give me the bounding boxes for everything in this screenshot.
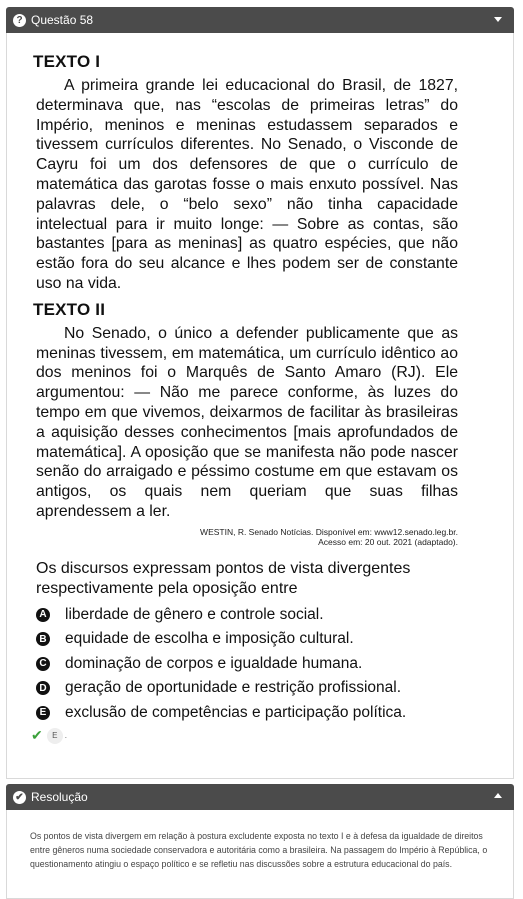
- question-text: Os discursos expressam pontos de vista divergentes respectivamente pela oposição entre: [36, 559, 411, 597]
- texto2-title: TEXTO II: [33, 299, 106, 319]
- option-e[interactable]: [36, 701, 458, 726]
- texto1-body: A primeira grande lei educacional do Brasil, de 1827, determinava que, nas “escolas de primeiras letras” do Império, meninos e meninas estudassem separados e tivessem currículos diferentes. No Senado, o Visconde de Cayru foi um dos defensores de que o currículo de matemática das garotas fosse o mais enxuto possível. Nas palavras dele, o “belo sexo” não tinha capacidade intelectual para ir muito longe: — Sobre as contas, são bastantes [para as meninas] as quatro espécies, que não estão fora do seu alcance e lhes podem ser de constante uso na vida.: [36, 77, 458, 292]
- option-c[interactable]: [36, 652, 458, 677]
- source-line-1: WESTIN, R. Senado Notícias. Disponível em: www12.senado.leg.br.: [200, 526, 458, 537]
- option-a[interactable]: [36, 603, 458, 628]
- option-letter-c: C: [36, 657, 50, 671]
- option-text-a: liberdade de gênero e controle social.: [65, 605, 324, 623]
- texto2-body: No Senado, o único a defender publicamente que as meninas tivessem, em matemática, um currículo idêntico ao dos meninos foi o Marquês de Santo Amaro (RJ). Ele argumentou: — Não me parece conforme, às luzes do tempo em que vivemos, deixarmos de facilitar às brasileiras a aquisição desses conhecimentos [mais aprofundados de matemática]. A oposição que se manifesta não pode nascer senão do arraigado e péssimo costume em que estavam os antigos, os quais nem queriam que suas filhas aprendessem a ler.: [36, 324, 458, 520]
- option-text-e: exclusão de competências e participação política.: [65, 703, 407, 721]
- chevron-down-icon[interactable]: [494, 17, 502, 22]
- option-b[interactable]: [36, 627, 458, 652]
- source-citation: [31, 527, 458, 547]
- option-letter-b: B: [36, 632, 50, 646]
- option-letter-d: D: [36, 681, 50, 695]
- texto1-title: TEXTO I: [33, 52, 101, 71]
- options-list: [31, 603, 458, 726]
- check-icon: ✔: [31, 727, 43, 743]
- resolution-text: Os pontos de vista divergem em relação à postura excludente exposta no texto I e à defesa da igualdade de direitos entre gêneros numa sociedade conservadora e autoritária como a brasileira. Na passagem do Império à República, o questionamento atingiu o espaço político e se refletiu nas discussões sobre a estrutura educacional do país.: [30, 831, 488, 869]
- option-text-d: geração de oportunidade e restrição profissional.: [65, 679, 402, 697]
- option-letter-e: E: [36, 706, 50, 720]
- option-text-b: equidade de escolha e imposição cultural.: [65, 630, 354, 648]
- resolution-panel-title: Resolução: [31, 790, 88, 804]
- answer-suffix: .: [64, 731, 67, 740]
- answer-indicator: [31, 727, 67, 744]
- resolution-panel-header[interactable]: [6, 784, 514, 810]
- source-line-2: Acesso em: 20 out. 2021 (adaptado).: [318, 536, 458, 547]
- answer-badge: E: [47, 728, 63, 744]
- chevron-up-icon[interactable]: [494, 793, 502, 798]
- question-panel-header[interactable]: [6, 7, 514, 33]
- option-letter-a: A: [36, 608, 50, 622]
- option-text-c: dominação de corpos e igualdade humana.: [65, 654, 363, 672]
- option-d[interactable]: [36, 676, 458, 701]
- check-circle-icon: ✔: [13, 791, 26, 804]
- question-panel-title: Questão 58: [31, 13, 94, 27]
- question-circle-icon: ?: [13, 14, 26, 27]
- question-content: [31, 52, 458, 725]
